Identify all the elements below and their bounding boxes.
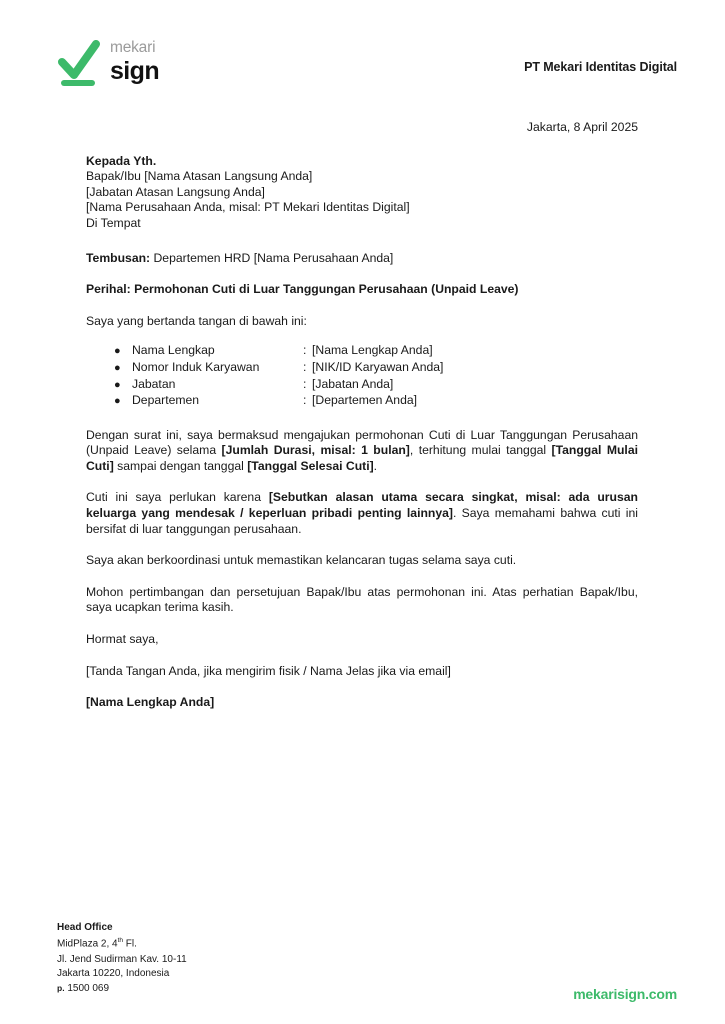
company-name: PT Mekari Identitas Digital (524, 60, 677, 74)
recipient-line: [Jabatan Atasan Langsung Anda] (86, 184, 265, 199)
detail-value: : [NIK/ID Karyawan Anda] (303, 360, 444, 374)
list-item (86, 376, 638, 393)
reason-placeholder: [Sebutkan alasan utama secara singkat, misal: ada urusan keluarga yang mendesak / keperluan pribadi penting lainnya] (86, 490, 638, 520)
spacer (86, 679, 638, 695)
spacer (86, 648, 638, 664)
footer-address-line-2: Jl. Jend Sudirman Kav. 10-11 (57, 953, 187, 965)
spacer (86, 232, 638, 251)
bullet-icon: ● (114, 378, 121, 391)
green-check-icon (57, 36, 101, 88)
list-item (86, 359, 638, 376)
logo-text-sign: sign (110, 56, 159, 85)
coordination-paragraph: Saya akan berkoordinasi untuk memastikan kelancaran tugas selama saya cuti. (86, 553, 517, 568)
logo-wordmark (110, 40, 159, 84)
spacer (86, 266, 638, 282)
document-footer (57, 921, 187, 997)
bullet-icon: ● (114, 362, 121, 374)
spacer (86, 329, 638, 342)
list-item (86, 392, 638, 409)
detail-value: : [Departemen Anda] (303, 393, 418, 408)
detail-key: Jabatan (132, 376, 176, 391)
spacer (86, 474, 638, 490)
detail-key: Nomor Induk Karyawan (132, 360, 260, 374)
reason-paragraph: Cuti ini saya perlukan karena [Sebutkan alasan utama secara singkat, misal: ada urusan keluarga yang mendesak / keperluan pribadi penting lainnya]. Saya memahami bahwa cuti ini bersifat di luar tanggungan perusahaan. (86, 490, 638, 536)
footer-office-title: Head Office (57, 921, 113, 933)
recipient-block (86, 154, 638, 232)
detail-key: Nama Lengkap (132, 343, 215, 358)
detail-key: Departemen (132, 393, 200, 408)
letter-body (86, 120, 638, 711)
spacer (86, 298, 638, 314)
spacer (86, 537, 638, 553)
subject-line: Perihal: Permohonan Cuti di Luar Tanggungan Perusahaan (Unpaid Leave) (86, 282, 519, 297)
detail-value: : [Nama Lengkap Anda] (303, 343, 433, 358)
signer-name: [Nama Lengkap Anda] (86, 695, 215, 710)
sign-off: Hormat saya, (86, 632, 159, 647)
bullet-icon: ● (114, 345, 121, 358)
cc-line (86, 251, 638, 267)
start-date-placeholder: [Tanggal Mulai Cuti] (86, 443, 638, 473)
document-header (0, 36, 725, 98)
footer-phone (57, 982, 187, 997)
mekari-sign-logo (57, 36, 159, 88)
applicant-detail-list (86, 342, 638, 408)
recipient-line: Di Tempat (86, 216, 141, 231)
footer-phone-number: 1500 069 (64, 983, 110, 995)
spacer (86, 569, 638, 585)
list-item (86, 342, 638, 359)
cc-label: Tembusan: (86, 250, 151, 265)
footer-address-line-3: Jakarta 10220, Indonesia (57, 968, 170, 980)
end-date-placeholder: [Tanggal Selesai Cuti] (247, 458, 374, 473)
bullet-icon: ● (114, 395, 121, 408)
duration-placeholder: [Jumlah Durasi, misal: 1 bulan] (221, 443, 410, 458)
recipient-line: [Nama Perusahaan Anda, misal: PT Mekari Identitas Digital] (86, 200, 410, 215)
date-line: Jakarta, 8 April 2025 (526, 120, 638, 134)
signature-placeholder: [Tanda Tangan Anda, jika mengirim fisik / Nama Jelas jika via email] (86, 663, 451, 678)
intro-paragraph: Saya yang bertanda tangan di bawah ini: (86, 313, 307, 328)
closing-paragraph: Mohon pertimbangan dan persetujuan Bapak/Ibu atas permohonan ini. Atas perhatian Bapak/Ibu, saya ucapkan terima kasih. (86, 584, 638, 615)
logo-text-mekari: mekari (110, 39, 156, 57)
cc-value: Departemen HRD [Nama Perusahaan Anda] (150, 250, 394, 265)
footer-phone-label: p. (57, 983, 65, 994)
recipient-salutation: Kepada Yth. (86, 153, 157, 168)
footer-address-line-1: MidPlaza 2, 4th Fl. (57, 937, 137, 950)
spacer (86, 409, 638, 428)
footer-website: mekarisign.com (573, 986, 677, 1002)
detail-value: : [Jabatan Anda] (303, 376, 394, 391)
spacer (86, 616, 638, 632)
recipient-line: Bapak/Ibu [Nama Atasan Langsung Anda] (86, 169, 313, 184)
request-paragraph: Dengan surat ini, saya bermaksud mengajukan permohonan Cuti di Luar Tanggungan Perusahaan (Unpaid Leave) selama [Jumlah Durasi, misal: 1 bulan], terhitung mulai tanggal [Tanggal Mulai Cuti] sampai dengan tanggal [Tanggal Selesai Cuti]. (86, 427, 638, 473)
